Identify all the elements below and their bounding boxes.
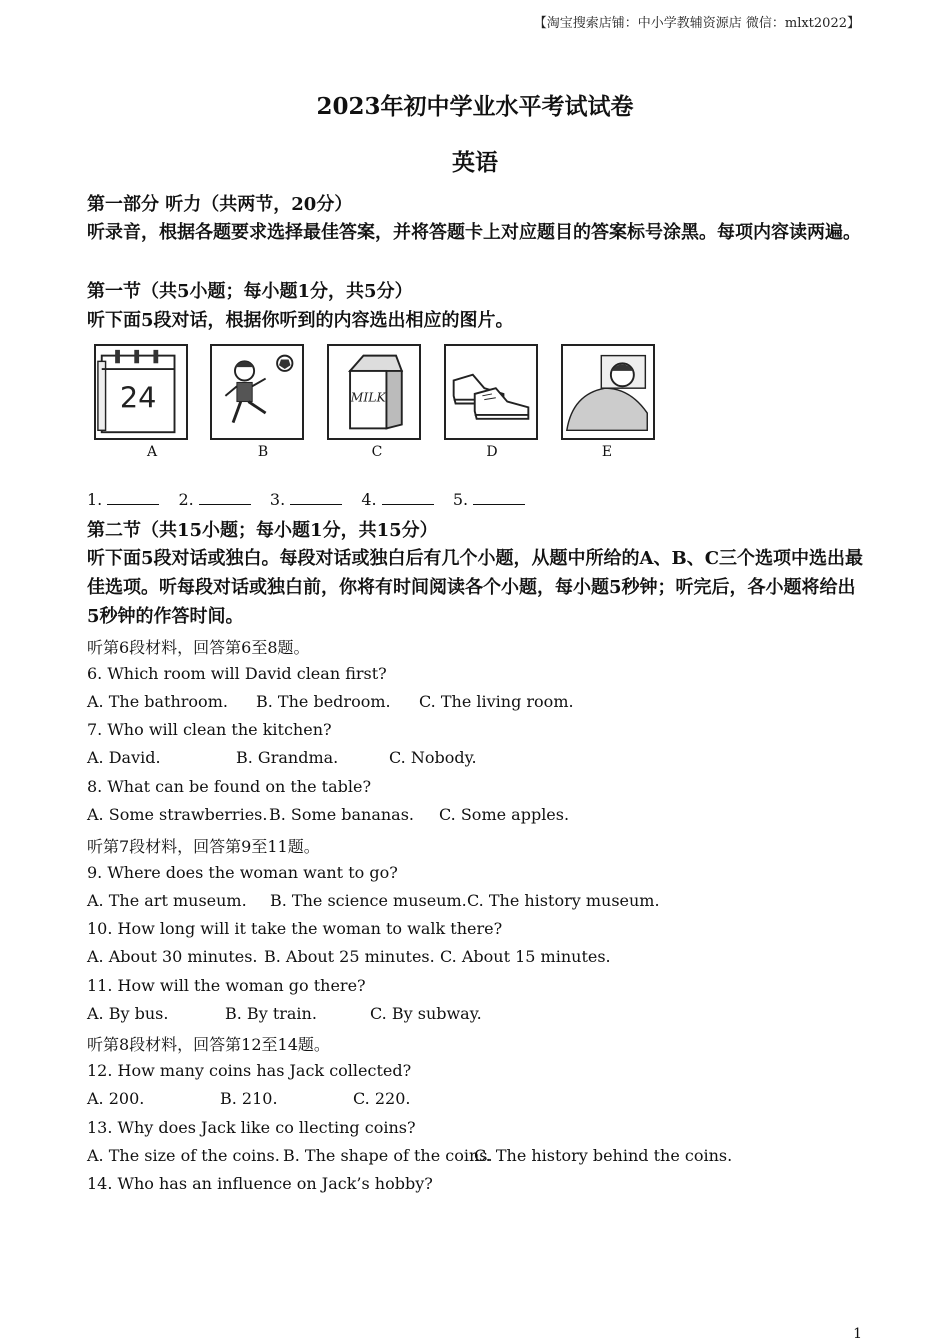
picture-label-b: B bbox=[257, 444, 269, 460]
option-c[interactable]: C. Some apples. bbox=[439, 805, 570, 824]
option-b[interactable]: B. The bedroom. bbox=[256, 692, 391, 711]
picture-e-sick bbox=[561, 344, 655, 440]
picture-label-c: C bbox=[371, 444, 383, 460]
option-a[interactable]: A. Some strawberries. bbox=[87, 805, 268, 824]
part1-instruction: 听录音，根据各题要求选择最佳答案，并将答题卡上对应题目的答案标号涂黑。每项内容读两遍。 bbox=[87, 222, 861, 243]
blank-label-1: 1. bbox=[87, 490, 103, 509]
option-b[interactable]: B. Some bananas. bbox=[269, 805, 415, 824]
picture-label-e: E bbox=[601, 444, 613, 460]
header-note: 【淘宝搜索店铺：中小学教辅资源店 微信：mlxt2022】 bbox=[533, 16, 860, 31]
option-a[interactable]: A. 200. bbox=[87, 1089, 145, 1108]
question-6: 6. Which room will David clean first? bbox=[87, 664, 387, 683]
blank-label-3: 3. bbox=[269, 490, 286, 509]
material-7-note: 听第7段材料，回答第9至11题。 bbox=[87, 837, 320, 856]
section1-heading: 第一节（共5小题；每小题1分，共5分） bbox=[87, 281, 413, 302]
question-8: 8. What can be found on the table? bbox=[87, 777, 372, 796]
option-b[interactable]: B. 210. bbox=[220, 1089, 278, 1108]
option-c[interactable]: C. The history museum. bbox=[467, 891, 660, 910]
option-a[interactable]: A. About 30 minutes. bbox=[87, 947, 258, 966]
answer-blank-2[interactable] bbox=[199, 490, 251, 505]
sneakers-icon bbox=[446, 346, 536, 438]
milk-label: MILK bbox=[350, 389, 386, 405]
picture-a-calendar bbox=[94, 344, 188, 440]
option-c[interactable]: C. The history behind the coins. bbox=[474, 1146, 733, 1165]
option-c[interactable]: C. 220. bbox=[353, 1089, 411, 1108]
question-11: 11. How will the woman go there? bbox=[87, 976, 366, 995]
blank-label-4: 4. bbox=[361, 490, 377, 509]
question-9: 9. Where does the woman want to go? bbox=[87, 863, 398, 882]
option-c[interactable]: C. About 15 minutes. bbox=[440, 947, 611, 966]
section2-heading: 第二节（共15小题；每小题1分，共15分） bbox=[87, 520, 438, 541]
answer-blank-3[interactable] bbox=[290, 490, 342, 505]
option-c[interactable]: C. Nobody. bbox=[389, 748, 477, 767]
picture-c-milk bbox=[327, 344, 421, 440]
blank-label-2: 2. bbox=[178, 490, 194, 509]
option-a[interactable]: A. The bathroom. bbox=[87, 692, 228, 711]
picture-label-d: D bbox=[486, 444, 498, 460]
sick-in-bed-icon bbox=[563, 346, 653, 438]
calendar-number: 24 bbox=[119, 380, 157, 415]
page-title: 2023年初中学业水平考试试卷 bbox=[316, 93, 634, 120]
section2-instruction: 听下面5段对话或独白。每段对话或独白后有几个小题，从题中所给的A、B、C三个选项中选出最佳选项。听每段对话或独白前，你将有时间阅读各个小题，每小题5秒钟；听完后，各小题将给出5秒钟的作答时间。 bbox=[87, 548, 864, 627]
option-c[interactable]: C. The living room. bbox=[419, 692, 574, 711]
picture-b-football bbox=[210, 344, 304, 440]
picture-label-a: A bbox=[146, 444, 158, 460]
milk-carton-icon bbox=[329, 346, 419, 438]
option-c[interactable]: C. By subway. bbox=[370, 1004, 482, 1023]
answer-blank-5[interactable] bbox=[473, 490, 525, 505]
option-b[interactable]: B. Grandma. bbox=[236, 748, 339, 767]
question-10: 10. How long will it take the woman to walk there? bbox=[87, 919, 503, 938]
subject-title: 英语 bbox=[452, 149, 498, 176]
material-6-note: 听第6段材料，回答第6至8题。 bbox=[87, 638, 310, 657]
option-b[interactable]: B. The shape of the coins. bbox=[283, 1146, 493, 1165]
answer-blanks bbox=[87, 490, 539, 509]
part1-heading: 第一部分 听力（共两节，20分） bbox=[87, 194, 353, 215]
page-number: 1 bbox=[853, 1326, 862, 1342]
option-a[interactable]: A. The size of the coins. bbox=[87, 1146, 280, 1165]
boy-kicking-ball-icon bbox=[212, 346, 302, 438]
material-8-note: 听第8段材料，回答第12至14题。 bbox=[87, 1035, 330, 1054]
answer-blank-4[interactable] bbox=[382, 490, 434, 505]
option-a[interactable]: A. David. bbox=[87, 748, 161, 767]
question-12: 12. How many coins has Jack collected? bbox=[87, 1061, 412, 1080]
option-b[interactable]: B. By train. bbox=[225, 1004, 317, 1023]
calendar-icon bbox=[96, 346, 186, 438]
section1-instruction: 听下面5段对话，根据你听到的内容选出相应的图片。 bbox=[87, 310, 514, 331]
option-a[interactable]: A. The art museum. bbox=[87, 891, 247, 910]
option-b[interactable]: B. The science museum. bbox=[270, 891, 467, 910]
question-14: 14. Who has an influence on Jack’s hobby? bbox=[87, 1174, 433, 1193]
answer-blank-1[interactable] bbox=[107, 490, 159, 505]
question-7: 7. Who will clean the kitchen? bbox=[87, 720, 332, 739]
question-13: 13. Why does Jack like co llecting coins? bbox=[87, 1118, 416, 1137]
option-a[interactable]: A. By bus. bbox=[87, 1004, 169, 1023]
blank-label-5: 5. bbox=[452, 490, 469, 509]
option-b[interactable]: B. About 25 minutes. bbox=[264, 947, 435, 966]
picture-d-sneakers bbox=[444, 344, 538, 440]
